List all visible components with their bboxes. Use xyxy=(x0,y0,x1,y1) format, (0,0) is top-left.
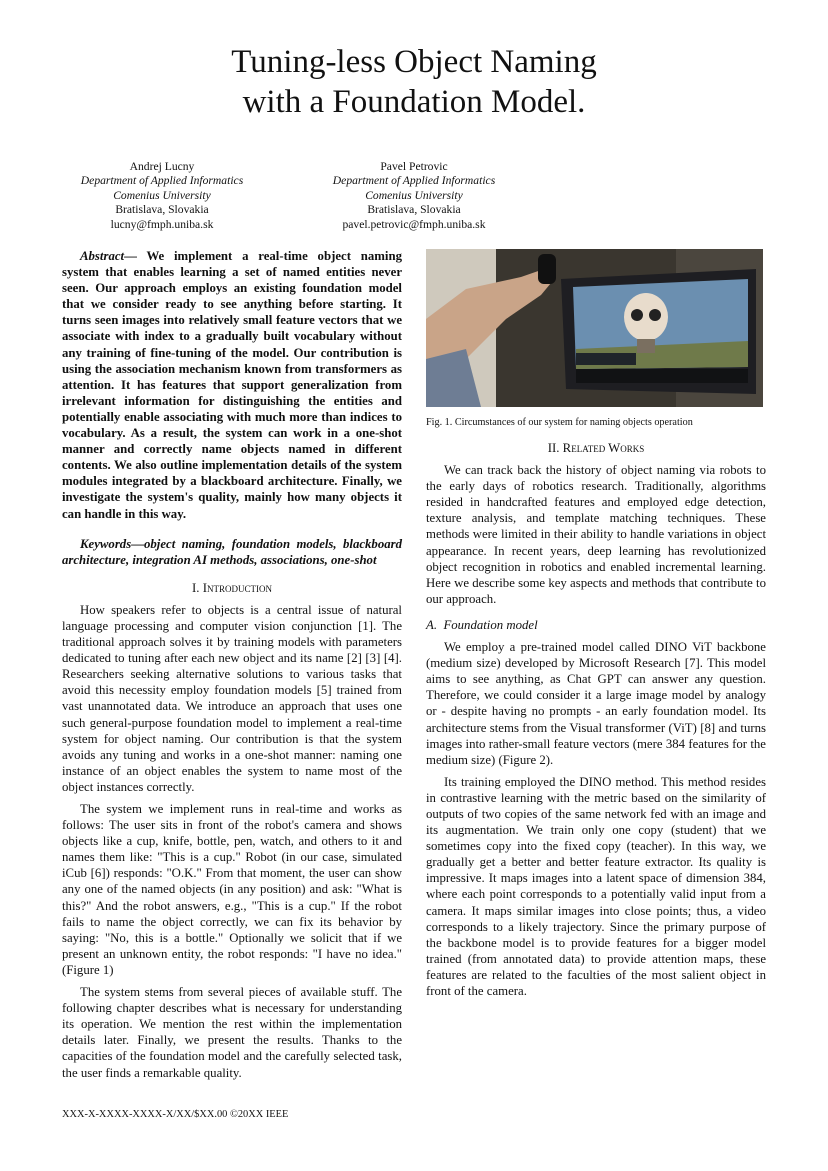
intro-paragraph-3: The system stems from several pieces of available stuff. The following chapter describes what is necessary for understanding its operation. We mention the rest within the implementation details later. Finally, we present the results. Thanks to the capacities of the foundation model and the carefully selected task, the user finds a remarkable quality. xyxy=(62,985,402,1080)
left-column xyxy=(62,248,402,1081)
author-email: pavel.petrovic@fmph.uniba.sk xyxy=(342,217,486,231)
keywords: Keywords—object naming, foundation models, blackboard architecture, integration AI methods, associations, one-shot xyxy=(62,536,402,567)
abstract-label: Abstract xyxy=(80,249,125,263)
section-heading-introduction: I. Introduction xyxy=(192,580,272,595)
foundation-paragraph-2: Its training employed the DINO method. This method resides in contrastive learning with the metric based on the similarity of outputs of two copies of the same network fed with an image and its augmentation. We train only one copy (student) that we sometimes copy into the fixed copy (teacher). In this way, we gradually get a better and better feature extractor. Its quality is impressive. It maps images into a latent space of dimension 384, where each point corresponds to a potentially valid input from a camera. It maps similar images into close points; thus, a video corresponds to a likely trajectory. Since the primary purpose of the backbone model is to provide features for a bigger model trained (from annotated data) to provide attention maps, these features are related to the faculties of the most salient object in front of the camera. xyxy=(426,774,766,998)
author-name: Pavel Petrovic xyxy=(380,160,448,173)
author-department: Department of Applied Informatics xyxy=(80,174,244,188)
author-university: Comenius University xyxy=(365,188,463,202)
author-name: Andrej Lucny xyxy=(129,160,195,173)
section-heading-related-works: II. Related Works xyxy=(547,441,645,455)
figure-1-image xyxy=(426,249,763,407)
figure-1-caption: Fig. 1. Circumstances of our system for naming objects operation xyxy=(426,417,693,428)
author-block-1 xyxy=(42,160,282,232)
title-line-2: with a Foundation Model. xyxy=(242,84,586,120)
author-location: Bratislava, Slovakia xyxy=(115,203,209,217)
copyright-footer: XXX-X-XXXX-XXXX-X/XX/$XX.00 ©20XX IEEE xyxy=(62,1109,289,1120)
subsection-heading-foundation-model: A. Foundation model xyxy=(426,617,538,632)
right-column xyxy=(426,440,766,999)
abstract-text: — We implement a real-time object naming system that enables learning a set of named entities never seen. Our approach employs an existing foundation model that we consider ready to see anything before starting. It turns seen images into relatively small feature vectors that we associate with index to a gradually built vocabulary without any training of fine-tuning of the model. Our contribution is using the association mechanism known from transformers as attention. It has features that support generalization from irrelevant information for distinguishing the entities and potentially enable associating with much more than indices to vocabulary. As a result, the system can work in a one-shot manner and correctly name objects named in different contents. We also outline implementation details of the system modules integrated by a blackboard architecture. Finally, we investigate the system's quality, mainly how many objects it can handle in this way. xyxy=(62,249,402,521)
abstract xyxy=(62,248,402,522)
title-line-1: Tuning-less Object Naming xyxy=(231,44,597,80)
foundation-paragraph-1: We employ a pre-trained model called DINO ViT backbone (medium size) developed by Microsoft Research [7]. This model aims to see anything, as Chat GPT can answer any question. Therefore, we could consider it a large image model by analogy or - despite having no prompts - an early foundation model. Its architecture stems from the Visual transformer (ViT) [8] and turns images into rather-small feature vectors (mere 384 features for the medium size) (Figure 2). xyxy=(426,640,766,767)
author-department: Department of Applied Informatics xyxy=(332,174,496,188)
author-location: Bratislava, Slovakia xyxy=(367,203,461,217)
author-university: Comenius University xyxy=(113,188,211,202)
author-block-2 xyxy=(294,160,534,232)
figure-photo xyxy=(426,249,763,407)
related-paragraph-1: We can track back the history of object naming via robots to the early days of robotics research. Traditionally, algorithms resided in handcrafted features and employed edge detection, texture analysis, and template matching techniques. These methods were limited in their ability to handle variations in object appearance. In recent years, deep learning has revolutionized object recognition in robotics and enabled incremental learning. Here we describe some key aspects and methods that contribute to our approach. xyxy=(426,463,766,606)
intro-paragraph-2: The system we implement runs in real-time and works as follows: The user sits in front of the robot's camera and shows objects like a cup, knife, bottle, pen, watch, and others to it and names them like: "This is a cup." Robot (in our case, simulated iCub [6]) responds: "O.K." From that moment, the user can show any one of the named objects (in any position) and ask: "What is this?" And the robot answers, e.g., "This is a cup." If the robot fails to name the object correctly, we can fix its behavior by saying: "No, this is a bottle." Optionally we solicit that if we present an unknown entity, the robot responds: "I have no idea." (Figure 1) xyxy=(62,802,402,977)
intro-paragraph-1: How speakers refer to objects is a central issue of natural language processing and computer vision conjunction [1]. The traditional approach solves it by training models with parameters dedicated to tuning after each new object and its name [2] [3] [4]. Researchers seeking alternative solutions to various tasks that avoid this necessity employ foundation models [5] trained from vast unannotated data. We introduce an approach that uses one such general-purpose foundation model to implement a real-time system for object naming. Our contribution is that the system avoids any tuning and works in a one-shot manner: naming one instance of an object enables the system to name most of the object instances correctly. xyxy=(62,602,402,794)
author-email: lucny@fmph.uniba.sk xyxy=(110,217,214,231)
paper-title xyxy=(0,42,828,122)
